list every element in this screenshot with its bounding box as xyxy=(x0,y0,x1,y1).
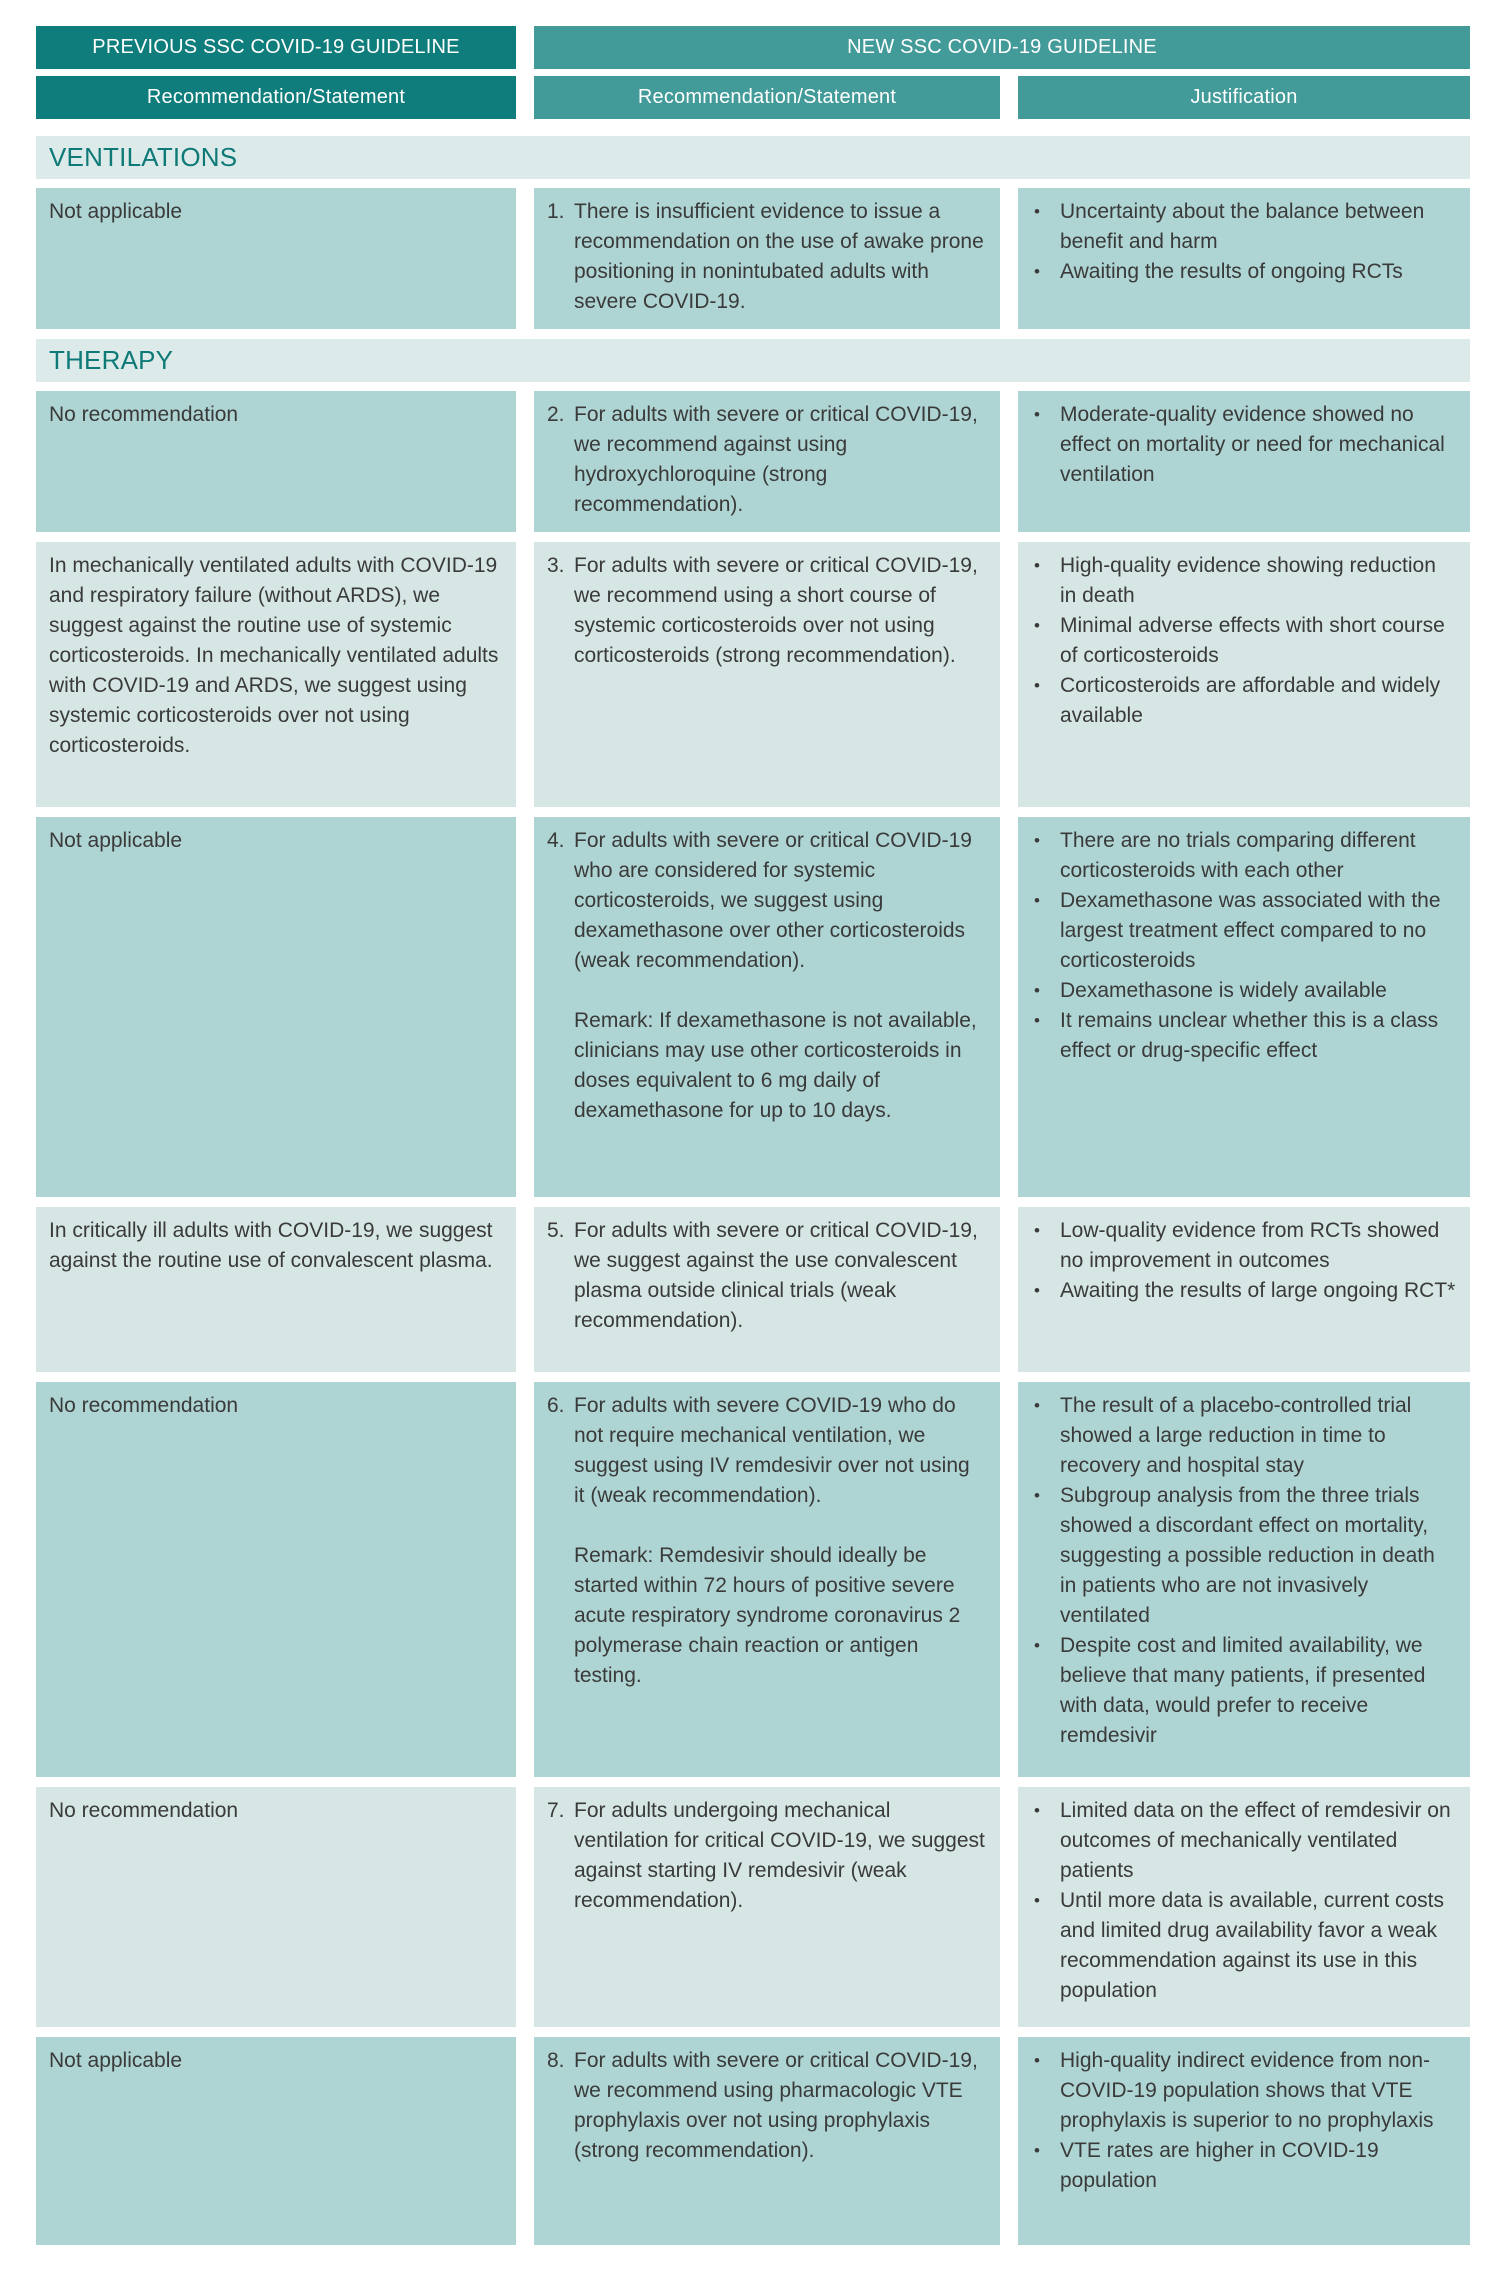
bullet-text: Minimal adverse effects with short course of corticosteroids xyxy=(1060,614,1445,667)
new-recommendation-cell xyxy=(534,391,1000,532)
recommendation-number: 3. xyxy=(547,554,565,577)
column-header-previous-recommendation: Recommendation/Statement xyxy=(36,76,516,119)
bullet-item xyxy=(1031,1391,1456,1481)
recommendation-text: For adults with severe or critical COVID-19, we recommend against using hydroxychloroquine (strong recommendation). xyxy=(574,403,978,516)
new-recommendation-cell xyxy=(534,542,1000,807)
column-header-new-recommendation: Recommendation/Statement xyxy=(534,76,1000,119)
new-recommendation-cell xyxy=(534,1787,1000,2027)
recommendation-number: 6. xyxy=(547,1394,565,1417)
justification-cell xyxy=(1018,1787,1470,2027)
recommendation-remark: Remark: Remdesivir should ideally be started within 72 hours of positive severe acute respiratory syndrome coronavirus 2 polymerase chain reaction or antigen testing. xyxy=(574,1544,961,1687)
numbered-recommendation xyxy=(547,826,986,976)
bullet-text: Dexamethasone was associated with the largest treatment effect compared to no corticosteroids xyxy=(1060,889,1441,972)
bullet-item xyxy=(1031,2046,1456,2136)
previous-cell: Not applicable xyxy=(36,817,516,1197)
previous-cell: In mechanically ventilated adults with COVID-19 and respiratory failure (without ARDS), we suggest against the routine use of systemic corticosteroids. In mechanically ventilated adults with COVID-19 and ARDS, we suggest using systemic corticosteroids over not using corticosteroids. xyxy=(36,542,516,807)
bullet-icon: • xyxy=(1034,1801,1040,1820)
bullet-item xyxy=(1031,671,1456,731)
table-row xyxy=(36,1787,1470,2027)
table-column-headers xyxy=(36,76,1470,119)
bullet-text: Until more data is available, current costs and limited drug availability favor a weak recommendation against its use in this population xyxy=(1060,1889,1444,2002)
new-recommendation-cell xyxy=(534,2037,1000,2245)
table-row xyxy=(36,1207,1470,1372)
bullet-text: Uncertainty about the balance between benefit and harm xyxy=(1060,200,1425,253)
bullet-icon: • xyxy=(1034,1486,1040,1505)
bullet-item xyxy=(1031,551,1456,611)
justification-cell xyxy=(1018,817,1470,1197)
table-row xyxy=(36,817,1470,1197)
numbered-recommendation xyxy=(547,197,986,317)
bullet-text: VTE rates are higher in COVID-19 population xyxy=(1060,2139,1379,2192)
numbered-recommendation xyxy=(547,1216,986,1336)
bullet-item xyxy=(1031,2136,1456,2196)
bullet-icon: • xyxy=(1034,405,1040,424)
bullet-item xyxy=(1031,197,1456,257)
previous-cell: No recommendation xyxy=(36,1787,516,2027)
recommendation-number: 8. xyxy=(547,2049,565,2072)
bullet-text: The result of a placebo-controlled trial showed a large reduction in time to recovery and hospital stay xyxy=(1060,1394,1412,1477)
bullet-item xyxy=(1031,611,1456,671)
previous-cell: In critically ill adults with COVID-19, we suggest against the routine use of convalescent plasma. xyxy=(36,1207,516,1372)
bullet-text: Subgroup analysis from the three trials showed a discordant effect on mortality, suggesting a possible reduction in death in patients who are not invasively ventilated xyxy=(1060,1484,1435,1627)
bullet-item xyxy=(1031,1276,1456,1306)
new-recommendation-cell xyxy=(534,188,1000,329)
table-header-band xyxy=(36,26,1470,69)
numbered-recommendation xyxy=(547,551,986,671)
bullet-item xyxy=(1031,976,1456,1006)
bullet-icon: • xyxy=(1034,262,1040,281)
bullet-text: Corticosteroids are affordable and widely available xyxy=(1060,674,1441,727)
recommendation-number: 2. xyxy=(547,403,565,426)
bullet-text: Despite cost and limited availability, we believe that many patients, if presented with data, would prefer to receive remdesivir xyxy=(1060,1634,1426,1747)
table-row xyxy=(36,1382,1470,1777)
justification-cell xyxy=(1018,188,1470,329)
table-row xyxy=(36,188,1470,329)
justification-cell xyxy=(1018,2037,1470,2245)
bullet-icon: • xyxy=(1034,981,1040,1000)
new-recommendation-cell xyxy=(534,1207,1000,1372)
bullet-text: Dexamethasone is widely available xyxy=(1060,979,1387,1002)
bullet-icon: • xyxy=(1034,556,1040,575)
bullet-item xyxy=(1031,1796,1456,1886)
recommendation-text: For adults undergoing mechanical ventilation for critical COVID-19, we suggest against starting IV remdesivir (weak recommendation). xyxy=(574,1799,985,1912)
recommendation-text: For adults with severe or critical COVID-19, we suggest against the use convalescent plasma outside clinical trials (weak recommendation). xyxy=(574,1219,978,1332)
table-row xyxy=(36,391,1470,532)
bullet-text: High-quality evidence showing reduction in death xyxy=(1060,554,1436,607)
new-guideline-header: NEW SSC COVID-19 GUIDELINE xyxy=(534,26,1470,69)
bullet-icon: • xyxy=(1034,676,1040,695)
bullet-icon: • xyxy=(1034,202,1040,221)
table-row xyxy=(36,542,1470,807)
bullet-icon: • xyxy=(1034,1011,1040,1030)
bullet-item xyxy=(1031,400,1456,490)
recommendation-text: For adults with severe or critical COVID-19, we recommend using a short course of systemic corticosteroids over not using corticosteroids (strong recommendation). xyxy=(574,554,978,667)
justification-cell xyxy=(1018,1207,1470,1372)
previous-guideline-header: PREVIOUS SSC COVID-19 GUIDELINE xyxy=(36,26,516,69)
table-row xyxy=(36,2037,1470,2245)
numbered-recommendation xyxy=(547,400,986,520)
bullet-item xyxy=(1031,826,1456,886)
justification-cell xyxy=(1018,542,1470,807)
bullet-icon: • xyxy=(1034,831,1040,850)
numbered-recommendation xyxy=(547,2046,986,2166)
bullet-icon: • xyxy=(1034,1221,1040,1240)
bullet-item xyxy=(1031,1216,1456,1276)
bullet-item xyxy=(1031,886,1456,976)
bullet-icon: • xyxy=(1034,1891,1040,1910)
recommendation-text: For adults with severe or critical COVID-19, we recommend using pharmacologic VTE prophylaxis over not using prophylaxis (strong recommendation). xyxy=(574,2049,978,2162)
recommendation-number: 7. xyxy=(547,1799,565,1822)
bullet-icon: • xyxy=(1034,891,1040,910)
previous-cell: Not applicable xyxy=(36,188,516,329)
numbered-recommendation xyxy=(547,1391,986,1511)
recommendation-text: For adults with severe or critical COVID-19 who are considered for systemic corticosteroids, we suggest using dexamethasone over other corticosteroids (weak recommendation). xyxy=(574,829,972,972)
recommendation-text: For adults with severe COVID-19 who do not require mechanical ventilation, we suggest using IV remdesivir over not using it (weak recommendation). xyxy=(574,1394,970,1507)
numbered-recommendation xyxy=(547,1796,986,1916)
bullet-text: High-quality indirect evidence from non-COVID-19 population shows that VTE prophylaxis is superior to no prophylaxis xyxy=(1060,2049,1434,2132)
bullet-text: Limited data on the effect of remdesivir on outcomes of mechanically ventilated patients xyxy=(1060,1799,1451,1882)
bullet-icon: • xyxy=(1034,1636,1040,1655)
new-recommendation-cell xyxy=(534,1382,1000,1777)
recommendation-text: There is insufficient evidence to issue a recommendation on the use of awake prone positioning in nonintubated adults with severe COVID-19. xyxy=(574,200,984,313)
recommendation-number: 5. xyxy=(547,1219,565,1242)
bullet-item xyxy=(1031,257,1456,287)
recommendation-number: 4. xyxy=(547,829,565,852)
bullet-icon: • xyxy=(1034,1281,1040,1300)
bullet-text: Moderate-quality evidence showed no effect on mortality or need for mechanical ventilation xyxy=(1060,403,1445,486)
recommendation-remark: Remark: If dexamethasone is not available, clinicians may use other corticosteroids in doses equivalent to 6 mg daily of dexamethasone for up to 10 days. xyxy=(574,1009,977,1122)
bullet-item xyxy=(1031,1481,1456,1631)
previous-cell: No recommendation xyxy=(36,1382,516,1777)
bullet-icon: • xyxy=(1034,2141,1040,2160)
bullet-text: Low-quality evidence from RCTs showed no improvement in outcomes xyxy=(1060,1219,1440,1272)
bullet-text: It remains unclear whether this is a class effect or drug-specific effect xyxy=(1060,1009,1439,1062)
guideline-comparison-table xyxy=(36,26,1470,2245)
column-header-justification: Justification xyxy=(1018,76,1470,119)
new-recommendation-cell xyxy=(534,817,1000,1197)
bullet-item xyxy=(1031,1006,1456,1066)
bullet-item xyxy=(1031,1886,1456,2006)
previous-cell: No recommendation xyxy=(36,391,516,532)
previous-cell: Not applicable xyxy=(36,2037,516,2245)
bullet-item xyxy=(1031,1631,1456,1751)
bullet-text: There are no trials comparing different corticosteroids with each other xyxy=(1060,829,1416,882)
justification-cell xyxy=(1018,391,1470,532)
bullet-text: Awaiting the results of ongoing RCTs xyxy=(1060,260,1403,283)
bullet-icon: • xyxy=(1034,2051,1040,2070)
section-header-ventilations: VENTILATIONS xyxy=(36,136,1470,179)
recommendation-number: 1. xyxy=(547,200,565,223)
bullet-text: Awaiting the results of large ongoing RCT* xyxy=(1060,1279,1456,1302)
bullet-icon: • xyxy=(1034,1396,1040,1415)
bullet-icon: • xyxy=(1034,616,1040,635)
section-header-therapy: THERAPY xyxy=(36,339,1470,382)
justification-cell xyxy=(1018,1382,1470,1777)
